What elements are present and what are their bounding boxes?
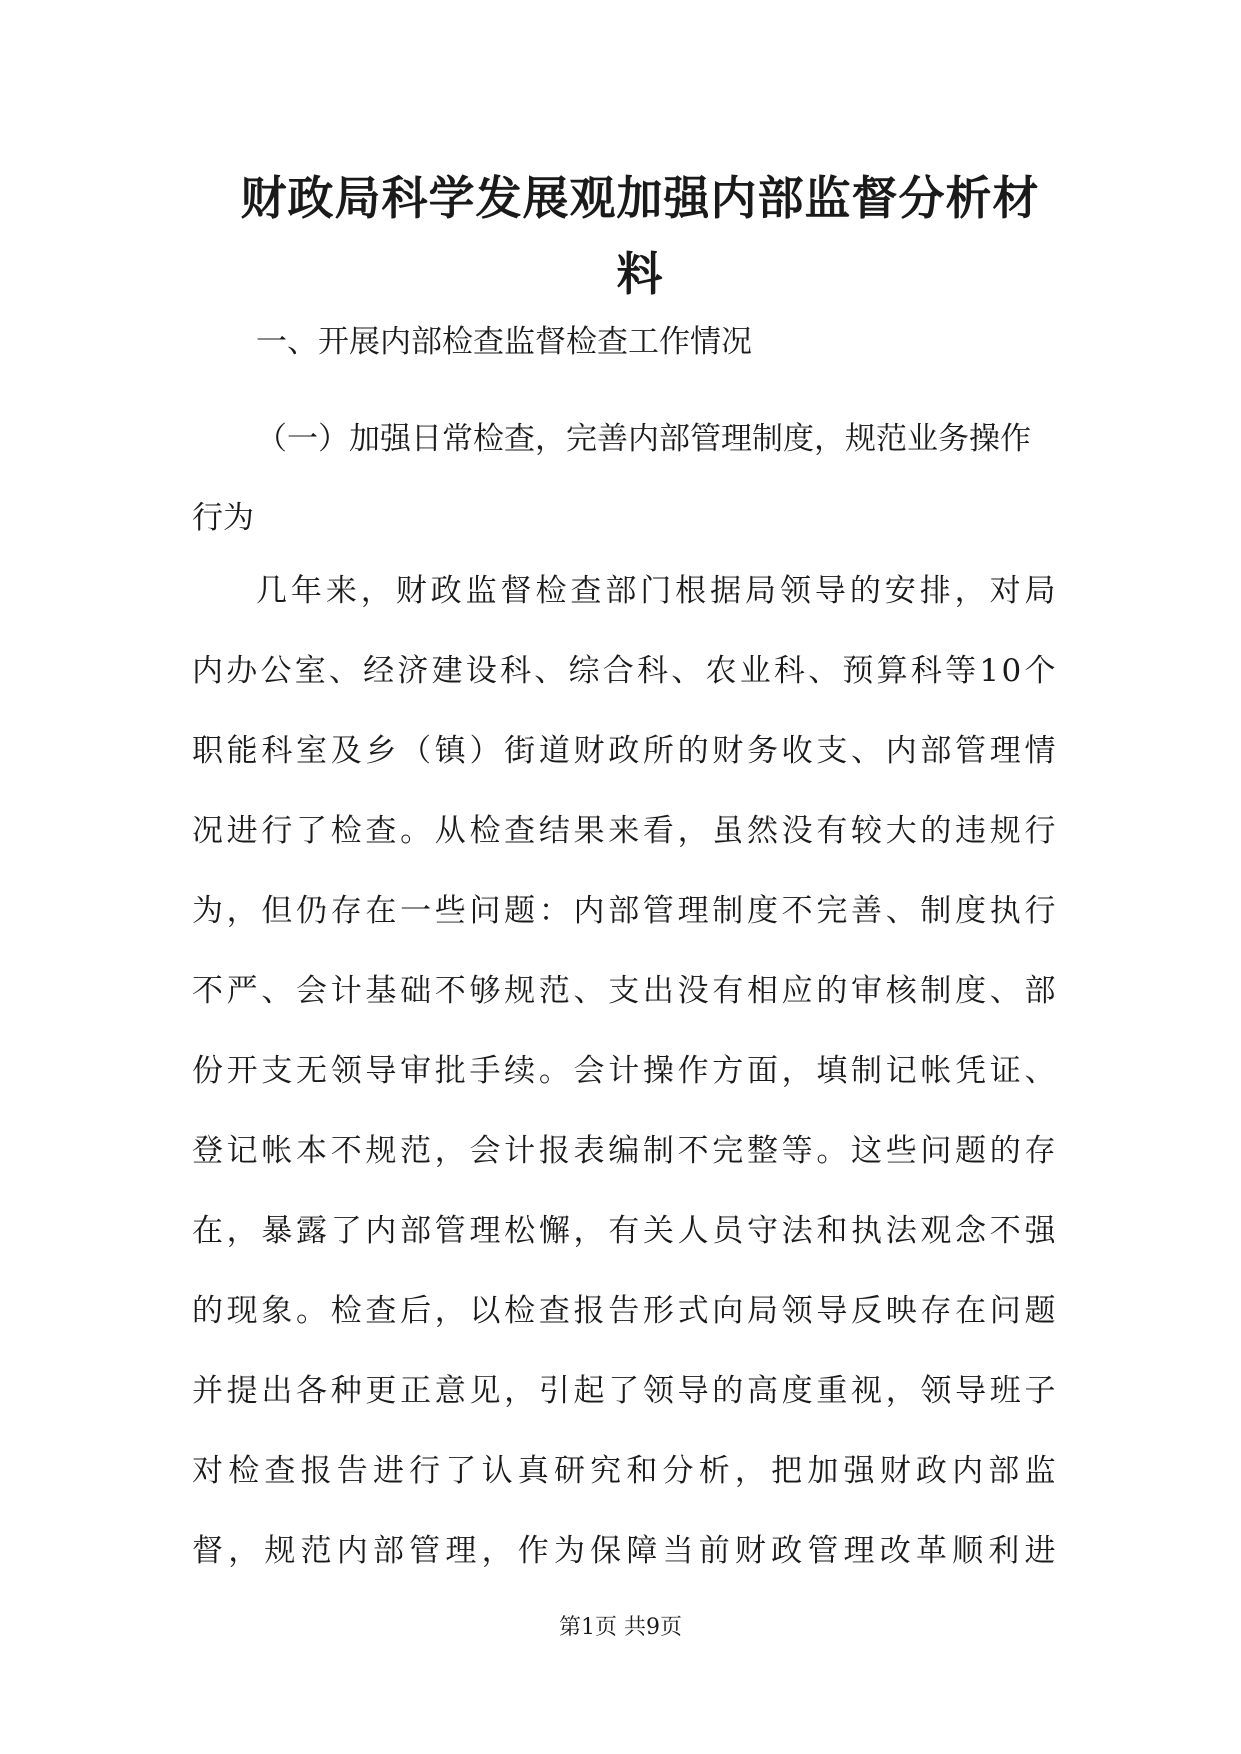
body-paragraph: 几年来，财政监督检查部门根据局领导的安排，对局内办公室、经济建设科、综合科、农业科、预算科等10个职能科室及乡（镇）街道财政所的财务收支、内部管理情况进行了检查。从检查结果来看，虽然没有较大的违规行为，但仍存在一些问题：内部管理制度不完善、制度执行不严、会计基础不够规范、支出没有相应的审核制度、部份开支无领导审批手续。会计操作方面，填制记帐凭证、登记帐本不规范，会计报表编制不完整等。这些问题的存在，暴露了内部管理松懈，有关人员守法和执法观念不强的现象。检查后，以检查报告形式向局领导反映存在问题并提出各种更正意见，引起了领导的高度重视，领导班子对检查报告进行了认真研究和分析，把加强财政内部监督，规范内部管理，作为保障当前财政管理改革顺利进 bbox=[192, 573, 1058, 1569]
section-heading: 一、开展内部检查监督检查工作情况 bbox=[256, 324, 752, 360]
page-number-footer: 第1页 共9页 bbox=[559, 1615, 682, 1640]
subsection-heading: （一）加强日常检查，完善内部管理制度，规范业务操作行为 bbox=[192, 421, 1031, 536]
document-title: 财政局科学发展观加强内部监督分析材料 bbox=[240, 171, 1040, 301]
